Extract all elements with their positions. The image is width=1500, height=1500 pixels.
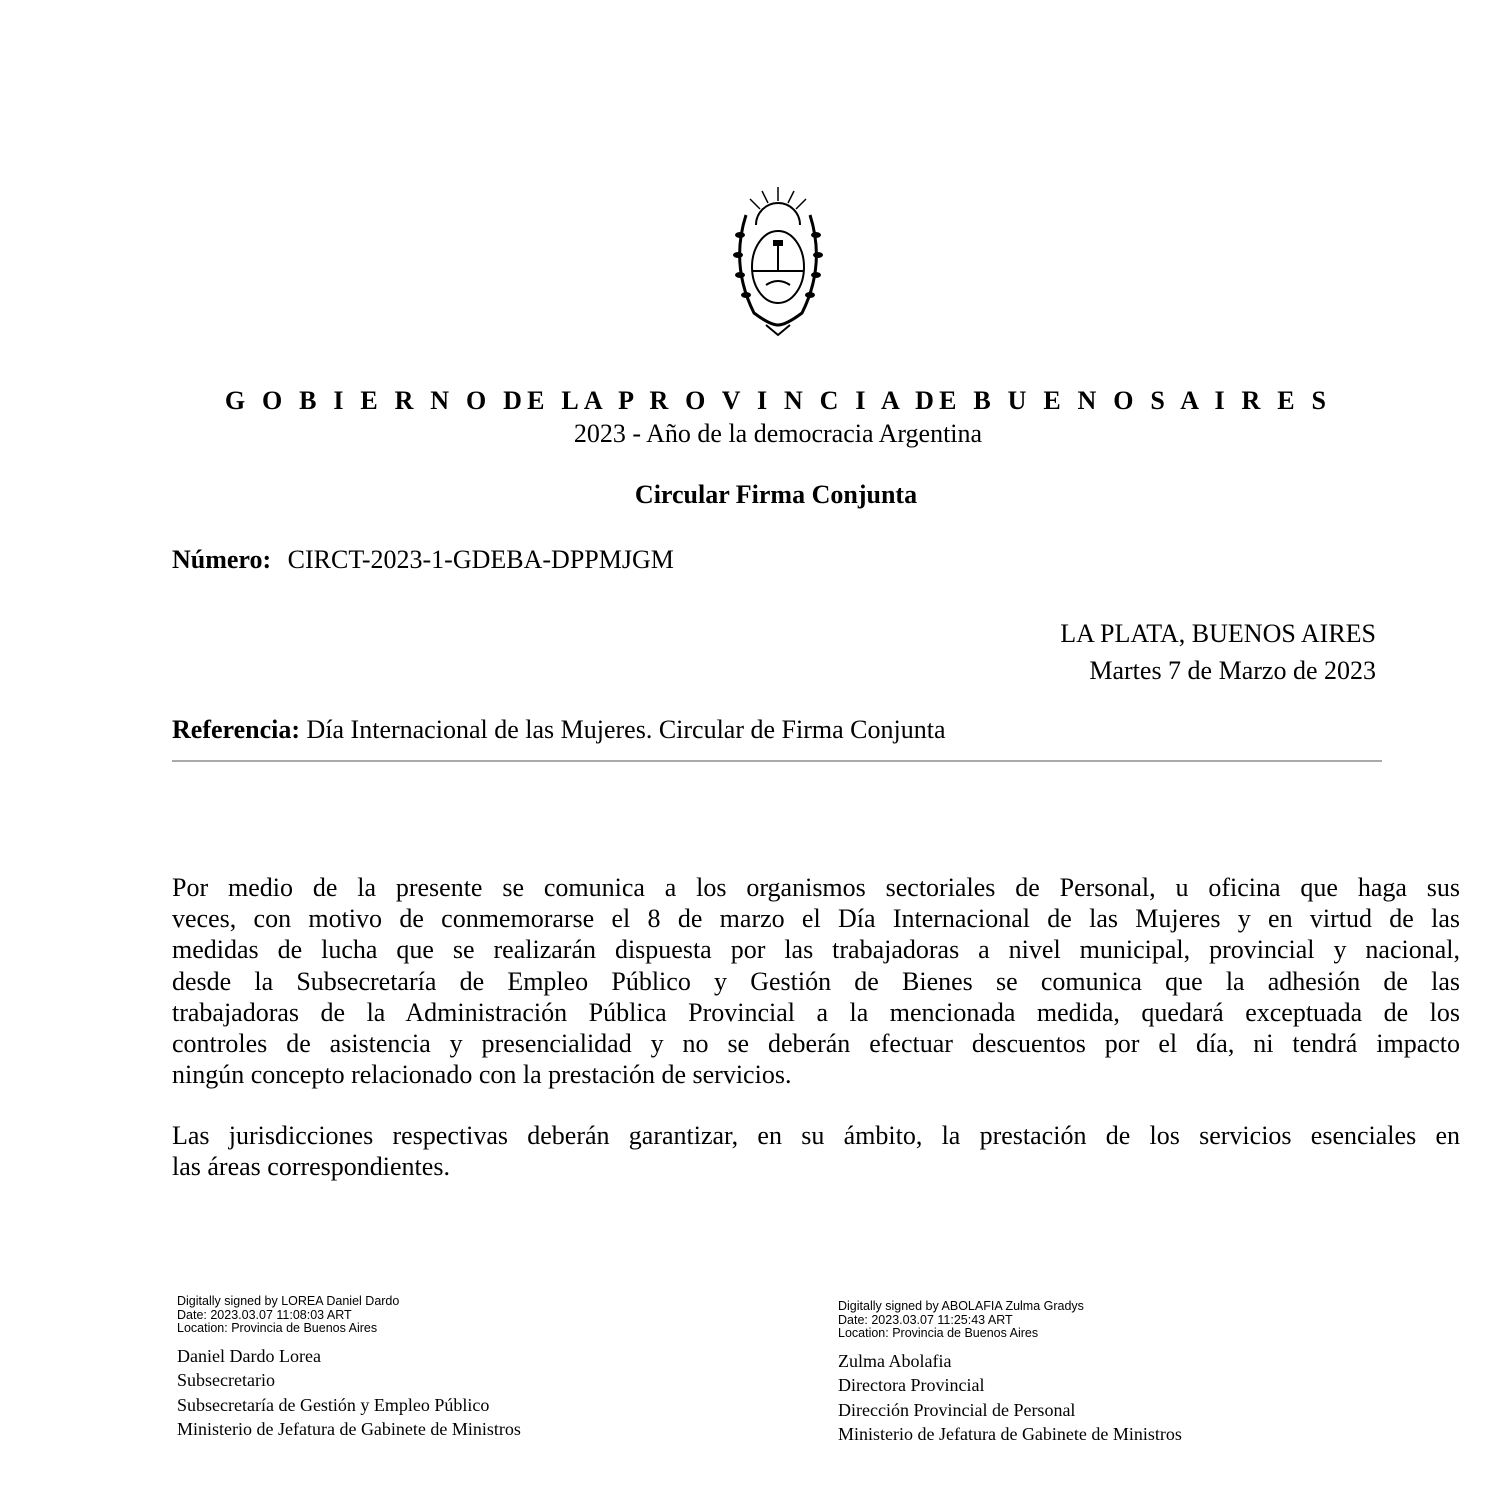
signature-block-2 — [838, 1300, 1182, 1447]
signature-date: Date: 2023.03.07 11:25:43 ART — [838, 1312, 1013, 1327]
signer-ministry: Ministerio de Jefatura de Gabinete de Ministros — [177, 1419, 521, 1439]
text-line: controles de asistencia y presencialidad y no se deberán efectuar descuentos por el día, ni tendrá impacto — [172, 1029, 1460, 1059]
signer-office: Subsecretaría de Gestión y Empleo Público — [177, 1394, 490, 1415]
text-line: ningún concepto relacionado con la prestación de servicios. — [172, 1060, 792, 1090]
text-line: Por medio de la presente se comunica a los organismos sectoriales de Personal, u oficina que haga sus — [172, 873, 1460, 902]
text-line: Las jurisdicciones respectivas deberán garantizar, en su ámbito, la prestación de los servicios esenciales en — [172, 1121, 1460, 1150]
document-title: Circular Firma Conjunta — [634, 480, 918, 509]
government-header: G O B I E R N O DE LA P R O V I N C I A DE B U E N O S A I R E S — [224, 386, 1332, 415]
text-line: desde la Subsecretaría de Empleo Público y Gestión de Bienes se comunica que la adhesión de las — [172, 966, 1460, 996]
place: LA PLATA, BUENOS AIRES — [1060, 619, 1376, 648]
body-paragraph-1 — [172, 872, 1460, 1090]
divider — [172, 760, 1382, 762]
signature-location: Location: Provincia de Buenos Aires — [838, 1326, 1039, 1340]
signer-role: Directora Provincial — [838, 1375, 985, 1395]
signature-location: Location: Provincia de Buenos Aires — [177, 1321, 378, 1335]
date: Martes 7 de Marzo de 2023 — [1089, 656, 1376, 685]
coat-of-arms-seal — [726, 185, 830, 340]
text-line: las áreas correspondientes. — [172, 1152, 450, 1182]
year-motto: 2023 - Año de la democracia Argentina — [573, 419, 983, 448]
body-paragraph-2 — [172, 1120, 1460, 1182]
signer-name: Daniel Dardo Lorea — [177, 1345, 321, 1366]
text-line: medidas de lucha que se realizarán dispuesta por las trabajadoras a nivel municipal, provincial y nacional, — [172, 935, 1460, 965]
signer-ministry: Ministerio de Jefatura de Gabinete de Ministros — [838, 1424, 1182, 1444]
number-label: Número: — [172, 545, 272, 574]
signed-by: Digitally signed by ABOLAFIA Zulma Gradys — [838, 1299, 1084, 1313]
signature-block-1 — [177, 1295, 521, 1442]
reference-value: Día Internacional de las Mujeres. Circular de Firma Conjunta — [306, 715, 946, 744]
place-date — [1060, 615, 1376, 689]
signer-role: Subsecretario — [177, 1370, 275, 1390]
text-line: trabajadoras de la Administración Pública Provincial a la mencionada medida, quedará exceptuada de los — [172, 997, 1460, 1027]
signer-office: Dirección Provincial de Personal — [838, 1399, 1076, 1420]
reference — [172, 715, 945, 745]
signed-by: Digitally signed by LOREA Daniel Dardo — [177, 1294, 400, 1308]
number-value: CIRCT-2023-1-GDEBA-DPPMJGM — [287, 545, 674, 574]
signature-date: Date: 2023.03.07 11:08:03 ART — [177, 1307, 352, 1322]
signer-name: Zulma Abolafia — [838, 1350, 952, 1371]
document-number — [172, 545, 674, 575]
reference-label: Referencia: — [172, 715, 301, 744]
text-line: veces, con motivo de conmemorarse el 8 de marzo el Día Internacional de las Mujeres y en virtud de las — [172, 904, 1460, 934]
